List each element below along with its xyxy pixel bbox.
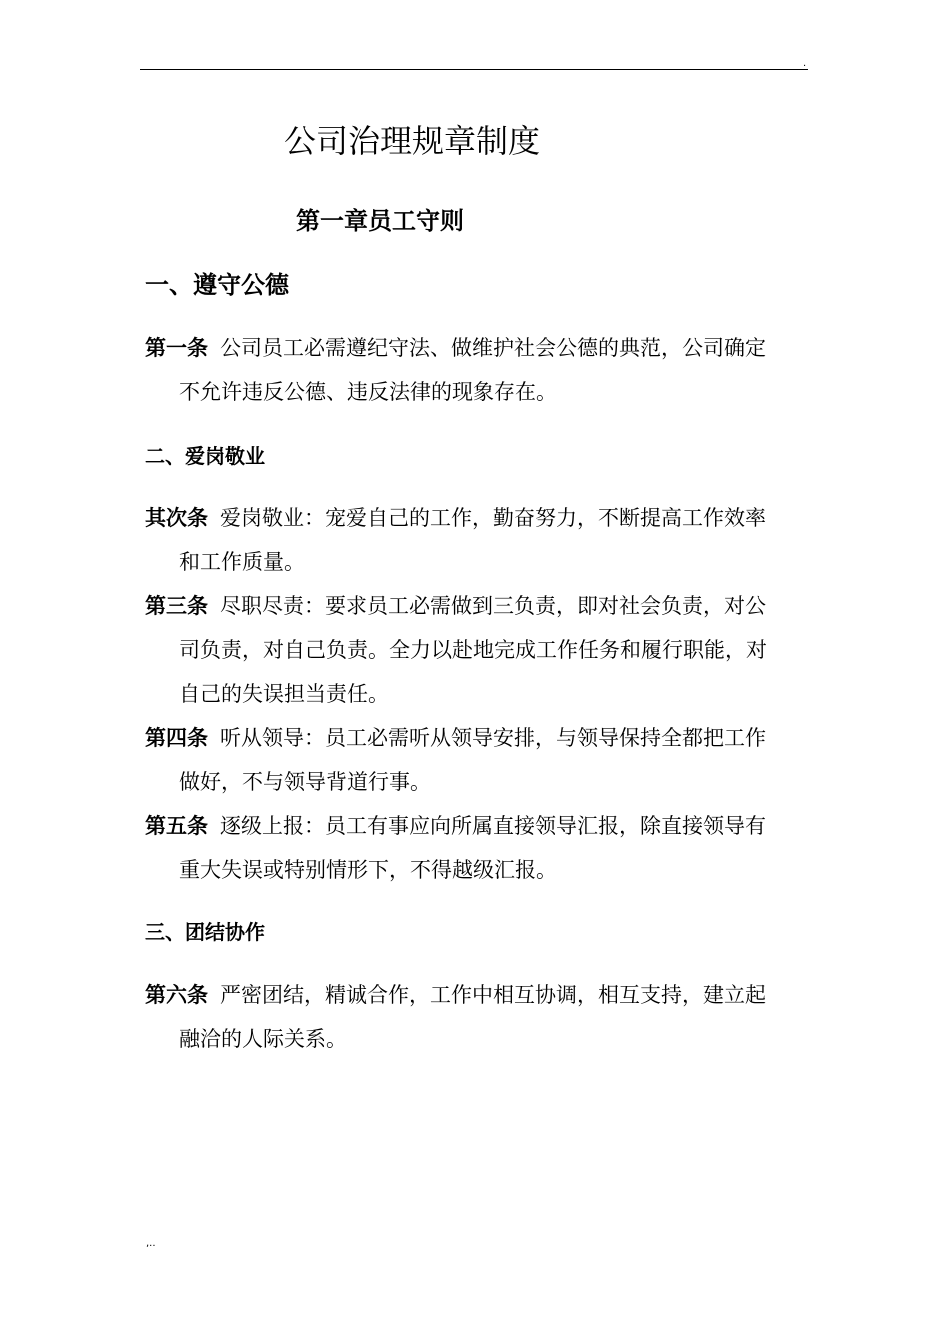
article-number: 其次条 <box>145 506 208 530</box>
article-number: 第三条 <box>145 594 208 618</box>
article-text-line: 重大失误或特别情形下，不得越级汇报。 <box>179 858 557 882</box>
article-text-line: 公司员工必需遵纪守法、做维护社会公德的典范，公司确定 <box>220 336 766 360</box>
article-text-line: 爱岗敬业：宠爱自己的工作，勤奋努力，不断提高工作效率 <box>220 506 766 530</box>
article-text-line: 不允许违反公德、违反法律的现象存在。 <box>179 380 557 404</box>
article-text-line: 和工作质量。 <box>179 550 305 574</box>
section-heading-1: 一、遵守公德 <box>145 271 289 299</box>
article-5 <box>145 804 807 892</box>
article-6 <box>145 973 807 1061</box>
article-number: 第五条 <box>145 814 208 838</box>
document-title: 公司治理规章制度 <box>284 122 541 160</box>
article-text-line: 听从领导：员工必需听从领导安排，与领导保持全都把工作 <box>220 726 766 750</box>
article-1 <box>145 326 807 414</box>
article-text-line: 融洽的人际关系。 <box>179 1027 347 1051</box>
footer-mark: ,.. <box>146 1238 156 1249</box>
section-heading-2: 二、爱岗敬业 <box>145 444 265 468</box>
article-number: 第一条 <box>145 336 208 360</box>
article-number: 第四条 <box>145 726 208 750</box>
article-text-line: 做好，不与领导背道行事。 <box>179 770 431 794</box>
article-4 <box>145 716 807 804</box>
article-text-line: 严密团结，精诚合作，工作中相互协调，相互支持，建立起 <box>220 983 766 1007</box>
article-number: 第六条 <box>145 983 208 1007</box>
header-rule <box>140 69 808 70</box>
header-mark: . <box>803 58 807 69</box>
chapter-title: 第一章员工守则 <box>296 207 464 235</box>
article-3 <box>145 584 807 716</box>
article-text-line: 尽职尽责：要求员工必需做到三负责，即对社会负责，对公 <box>220 594 766 618</box>
article-text-line: 司负责，对自己负责。全力以赴地完成工作任务和履行职能，对 <box>179 638 767 662</box>
article-2 <box>145 496 807 584</box>
article-text-line: 逐级上报：员工有事应向所属直接领导汇报，除直接领导有 <box>220 814 766 838</box>
article-text-line: 自己的失误担当责任。 <box>179 682 389 706</box>
section-heading-3: 三、团结协作 <box>145 920 265 944</box>
